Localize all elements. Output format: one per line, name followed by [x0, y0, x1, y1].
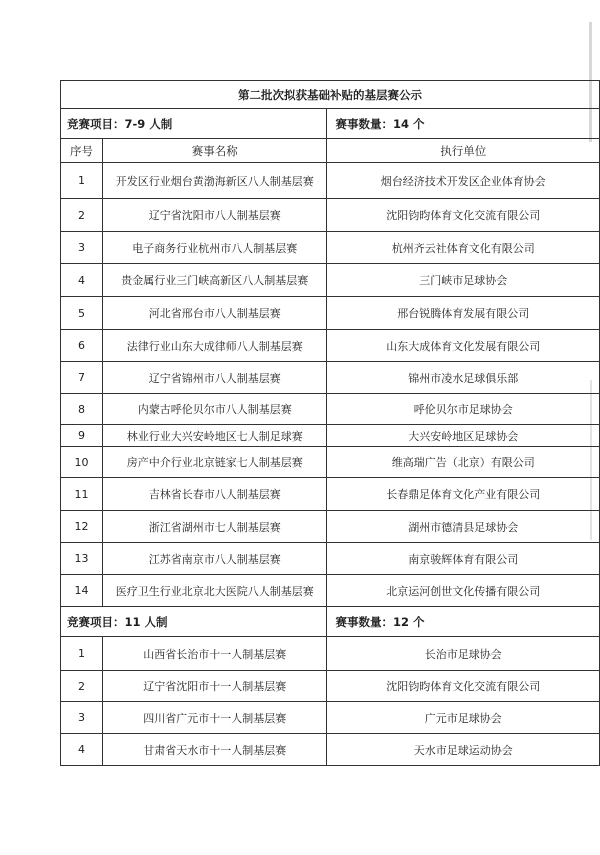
row-organizer: 沈阳钧昀体育文化交流有限公司 — [327, 199, 600, 232]
row-event-name: 辽宁省沈阳市八人制基层赛 — [103, 199, 327, 232]
table-row — [61, 575, 600, 607]
row-organizer: 天水市足球运动协会 — [327, 734, 600, 766]
column-header-org: 执行单位 — [327, 139, 600, 163]
row-index: 2 — [61, 671, 103, 702]
row-index: 4 — [61, 264, 103, 297]
project-label: 竞赛项目：11 人制 — [61, 607, 327, 637]
table-row — [61, 297, 600, 330]
section-header — [61, 607, 600, 637]
row-event-name: 辽宁省锦州市八人制基层赛 — [103, 362, 327, 394]
table-row — [61, 671, 600, 702]
row-index: 1 — [61, 163, 103, 199]
row-index: 2 — [61, 199, 103, 232]
row-event-name: 房产中介行业北京链家七人制基层赛 — [103, 447, 327, 478]
table-row — [61, 264, 600, 297]
row-index: 3 — [61, 702, 103, 734]
table-row — [61, 734, 600, 766]
row-index: 4 — [61, 734, 103, 766]
row-organizer: 广元市足球协会 — [327, 702, 600, 734]
table-row — [61, 199, 600, 232]
table-row — [61, 425, 600, 447]
table-row — [61, 232, 600, 264]
table-row — [61, 394, 600, 425]
count-label: 赛事数量：12 个 — [327, 607, 600, 637]
row-organizer: 沈阳钧昀体育文化交流有限公司 — [327, 671, 600, 702]
row-organizer: 大兴安岭地区足球协会 — [327, 425, 600, 447]
row-event-name: 河北省邢台市八人制基层赛 — [103, 297, 327, 330]
row-event-name: 法律行业山东大成律师八人制基层赛 — [103, 330, 327, 362]
row-index: 9 — [61, 425, 103, 447]
column-header-index: 序号 — [61, 139, 103, 163]
row-event-name: 浙江省湖州市七人制基层赛 — [103, 511, 327, 543]
table-row — [61, 447, 600, 478]
row-event-name: 内蒙古呼伦贝尔市八人制基层赛 — [103, 394, 327, 425]
table-row — [61, 362, 600, 394]
row-organizer: 锦州市凌水足球俱乐部 — [327, 362, 600, 394]
row-index: 12 — [61, 511, 103, 543]
row-index: 3 — [61, 232, 103, 264]
count-label: 赛事数量：14 个 — [327, 109, 600, 139]
row-organizer: 湖州市德清县足球协会 — [327, 511, 600, 543]
row-index: 10 — [61, 447, 103, 478]
table-row — [61, 330, 600, 362]
row-index: 5 — [61, 297, 103, 330]
row-organizer: 三门峡市足球协会 — [327, 264, 600, 297]
table-row — [61, 702, 600, 734]
row-event-name: 医疗卫生行业北京北大医院八人制基层赛 — [103, 575, 327, 607]
row-organizer: 北京运河创世文化传播有限公司 — [327, 575, 600, 607]
row-index: 6 — [61, 330, 103, 362]
table-row — [61, 543, 600, 575]
row-event-name: 辽宁省沈阳市十一人制基层赛 — [103, 671, 327, 702]
table-row — [61, 511, 600, 543]
column-header-name: 赛事名称 — [103, 139, 327, 163]
row-organizer: 杭州齐云社体育文化有限公司 — [327, 232, 600, 264]
subsidy-table — [60, 80, 600, 766]
row-index: 14 — [61, 575, 103, 607]
row-index: 13 — [61, 543, 103, 575]
column-header-row — [61, 139, 600, 163]
table-row — [61, 163, 600, 199]
row-index: 8 — [61, 394, 103, 425]
table-row — [61, 637, 600, 671]
row-organizer: 山东大成体育文化发展有限公司 — [327, 330, 600, 362]
row-organizer: 邢台锐腾体育发展有限公司 — [327, 297, 600, 330]
row-event-name: 四川省广元市十一人制基层赛 — [103, 702, 327, 734]
section-header — [61, 109, 600, 139]
project-label: 竞赛项目：7-9 人制 — [61, 109, 327, 139]
row-event-name: 林业行业大兴安岭地区七人制足球赛 — [103, 425, 327, 447]
row-organizer: 维高瑞广告（北京）有限公司 — [327, 447, 600, 478]
row-organizer: 呼伦贝尔市足球协会 — [327, 394, 600, 425]
row-event-name: 甘肃省天水市十一人制基层赛 — [103, 734, 327, 766]
page-title: 第二批次拟获基础补贴的基层赛公示 — [61, 81, 600, 109]
row-index: 7 — [61, 362, 103, 394]
row-event-name: 电子商务行业杭州市八人制基层赛 — [103, 232, 327, 264]
row-event-name: 江苏省南京市八人制基层赛 — [103, 543, 327, 575]
row-event-name: 贵金属行业三门峡高新区八人制基层赛 — [103, 264, 327, 297]
table-row — [61, 478, 600, 511]
row-index: 11 — [61, 478, 103, 511]
row-organizer: 长春鼎足体育文化产业有限公司 — [327, 478, 600, 511]
table-title-row — [61, 81, 600, 109]
row-event-name: 吉林省长春市八人制基层赛 — [103, 478, 327, 511]
row-index: 1 — [61, 637, 103, 671]
row-event-name: 开发区行业烟台黄渤海新区八人制基层赛 — [103, 163, 327, 199]
row-organizer: 烟台经济技术开发区企业体育协会 — [327, 163, 600, 199]
row-organizer: 长治市足球协会 — [327, 637, 600, 671]
row-event-name: 山西省长治市十一人制基层赛 — [103, 637, 327, 671]
row-organizer: 南京骏辉体育有限公司 — [327, 543, 600, 575]
